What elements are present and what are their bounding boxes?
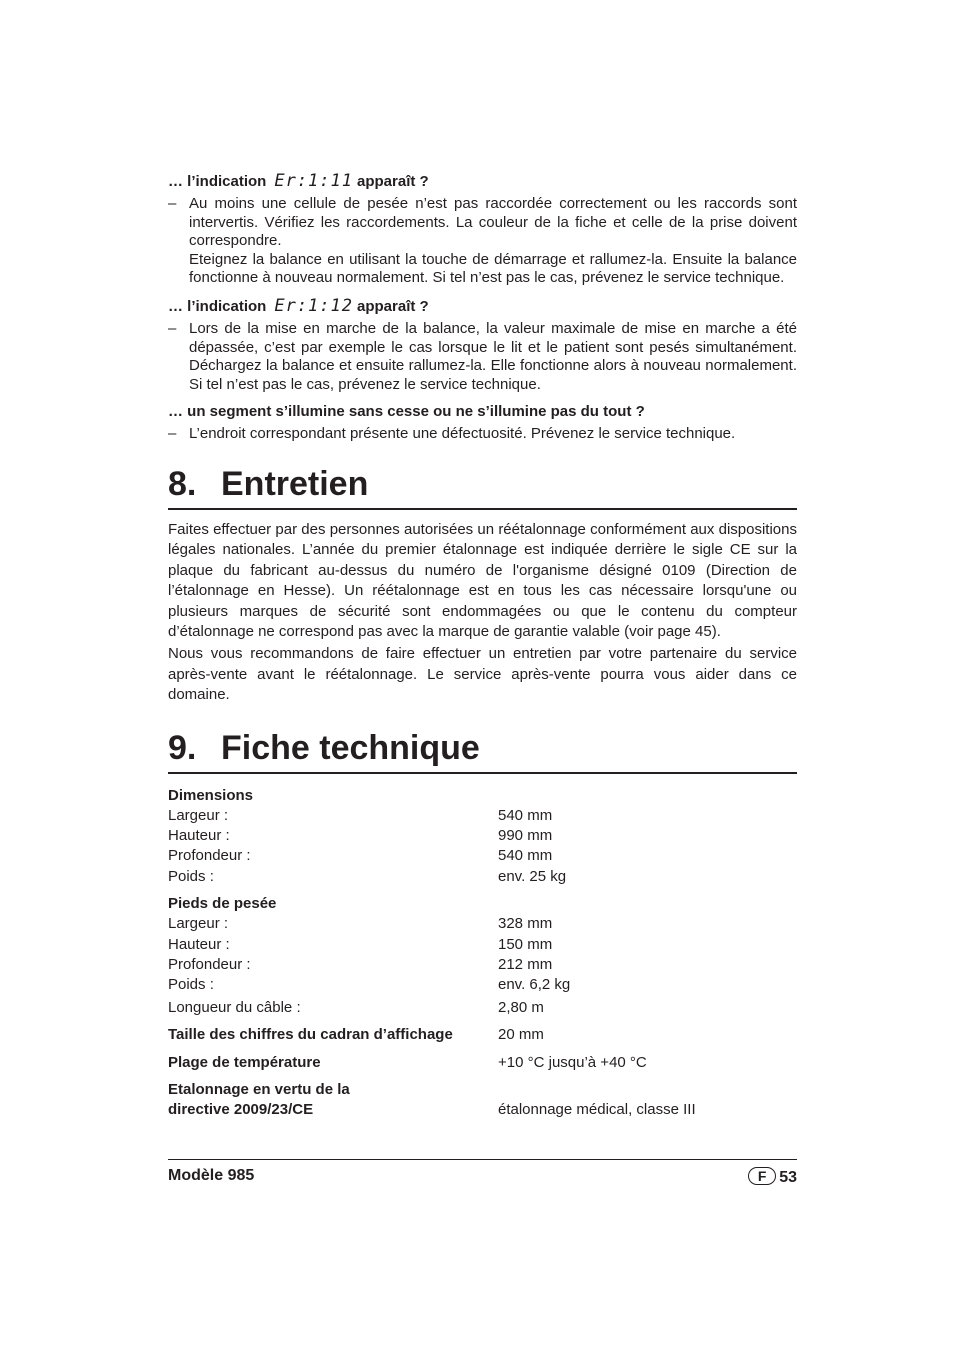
lcd-code: Er:1:12 [274, 295, 353, 316]
answer-er111 [168, 195, 797, 288]
spec-row [168, 998, 797, 1018]
spec-row [168, 1100, 797, 1120]
answer-er112 [168, 320, 797, 394]
spec-row [168, 935, 797, 955]
lcd-code: Er:1:11 [274, 171, 353, 191]
spec-key: Largeur : [168, 806, 229, 824]
question-prefix: … l’indication [168, 297, 267, 315]
spec-value: 540 mm [498, 847, 553, 865]
question-er112 [168, 296, 797, 317]
spec-value: 20 mm [498, 1026, 544, 1044]
section-title: Entretien [221, 464, 369, 503]
answer-text: Lors de la mise en marche de la balance, la valeur maximale de mise en marche a été dépassée, c’est par exemple le cas lorsque le lit et le patient sont pesés simultanément. Déchargez la balance et ensuite rallumez-la. Elle fonctionne alors à nouveau normalement. Si tel n’est pas le cas, prévenez le service technique. [189, 319, 797, 393]
question-prefix: … l’indication [168, 173, 267, 190]
section-number: 8. [168, 464, 197, 503]
question-er111 [168, 171, 797, 192]
section-title: Fiche technique [221, 728, 480, 767]
section-number: 9. [168, 728, 197, 767]
answer-text: L’endroit correspondant présente une défectuosité. Prévenez le service technique. [189, 425, 736, 443]
entretien-body [168, 520, 797, 706]
list-dash: – [168, 425, 177, 443]
spec-value: env. 6,2 kg [498, 976, 571, 994]
spec-key: Plage de température [168, 1053, 321, 1071]
spec-row [168, 914, 797, 934]
language-badge: F [748, 1167, 776, 1185]
spec-row [168, 867, 797, 887]
spec-key: directive 2009/23/CE [168, 1101, 314, 1119]
answer-text: Eteignez la balance en utilisant la touche de démarrage et rallumez-la. Ensuite la balance fonctionne à nouveau normalement. Si tel n’est pas le cas, prévenez le service technique. [189, 250, 797, 287]
spec-key: Profondeur : [168, 847, 251, 865]
answer-segment [168, 425, 797, 444]
spec-row [168, 975, 797, 995]
spec-calibration [168, 1080, 797, 1121]
spec-key: Largeur : [168, 915, 229, 933]
spec-key: Etalonnage en vertu de la [168, 1081, 350, 1099]
page-number-block [748, 1167, 797, 1187]
spec-value: 540 mm [498, 806, 553, 824]
spec-value: +10 °C jusqu’à +40 °C [498, 1053, 647, 1071]
paragraph: Faites effectuer par des personnes autorisées un réétalonnage conformément aux dispositions légales nationales. L’année du premier étalonnage est indiquée derrière le sigle CE sur la plaque du fabricant au-dessus du numéro de l'organisme désigné 0109 (Direction de l’étalonnage en Hesse). Un réétalonnage est en tous les cas nécessaire lorsqu'une ou plusieurs marques de sécurité sont endommagées ou que le contenu du compteur d’étalonnage ne correspond pas avec la marque de garantie valable (voir page 45). [168, 520, 797, 640]
spec-key: Taille des chiffres du cadran d’affichage [168, 1026, 453, 1044]
spec-value: 212 mm [498, 956, 553, 974]
spec-value: 2,80 m [498, 998, 544, 1016]
section-heading-entretien [168, 464, 797, 510]
spec-heading: Dimensions [168, 786, 254, 804]
spec-row [168, 826, 797, 846]
page-footer [168, 1159, 797, 1187]
spec-row [168, 1080, 797, 1100]
model-name: Modèle 985 [168, 1167, 255, 1184]
spec-heading: Pieds de pesée [168, 895, 277, 913]
spec-digit-size [168, 1025, 797, 1045]
spec-temperature [168, 1053, 797, 1073]
question-suffix: apparaît ? [357, 173, 429, 190]
paragraph: Nous vous recommandons de faire effectuer un entretien par votre partenaire du service après-vente avant le réétalonnage. Le service après-vente pourra vous aider dans ce domaine. [168, 645, 797, 704]
spec-value: env. 25 kg [498, 867, 567, 885]
section-heading-fiche-technique [168, 728, 797, 774]
spec-feet [168, 894, 797, 1018]
question-segment: … un segment s’illumine sans cesse ou ne s’illumine pas du tout ? [168, 403, 645, 421]
question-suffix: apparaît ? [357, 297, 429, 315]
list-dash: – [168, 195, 177, 212]
spec-key: Poids : [168, 976, 214, 994]
spec-row [168, 806, 797, 826]
spec-key: Longueur du câble : [168, 998, 301, 1016]
spec-value: 328 mm [498, 915, 553, 933]
page-content [168, 170, 797, 1121]
spec-key: Hauteur : [168, 827, 230, 844]
spec-value: 150 mm [498, 935, 553, 953]
spec-key: Hauteur : [168, 935, 230, 953]
page-number: 53 [779, 1169, 797, 1186]
spec-value: étalonnage médical, classe III [498, 1101, 696, 1119]
spec-key: Profondeur : [168, 956, 251, 974]
spec-row [168, 846, 797, 866]
answer-text: Au moins une cellule de pesée n’est pas raccordée correctement ou les raccords sont intervertis. Vérifiez les raccordements. La couleur de la fiche et celle de la prise doivent correspondre. [189, 195, 797, 250]
list-dash: – [168, 319, 177, 337]
spec-value: 990 mm [498, 827, 553, 844]
spec-dimensions [168, 786, 797, 888]
spec-row [168, 955, 797, 975]
spec-key: Poids : [168, 867, 214, 885]
